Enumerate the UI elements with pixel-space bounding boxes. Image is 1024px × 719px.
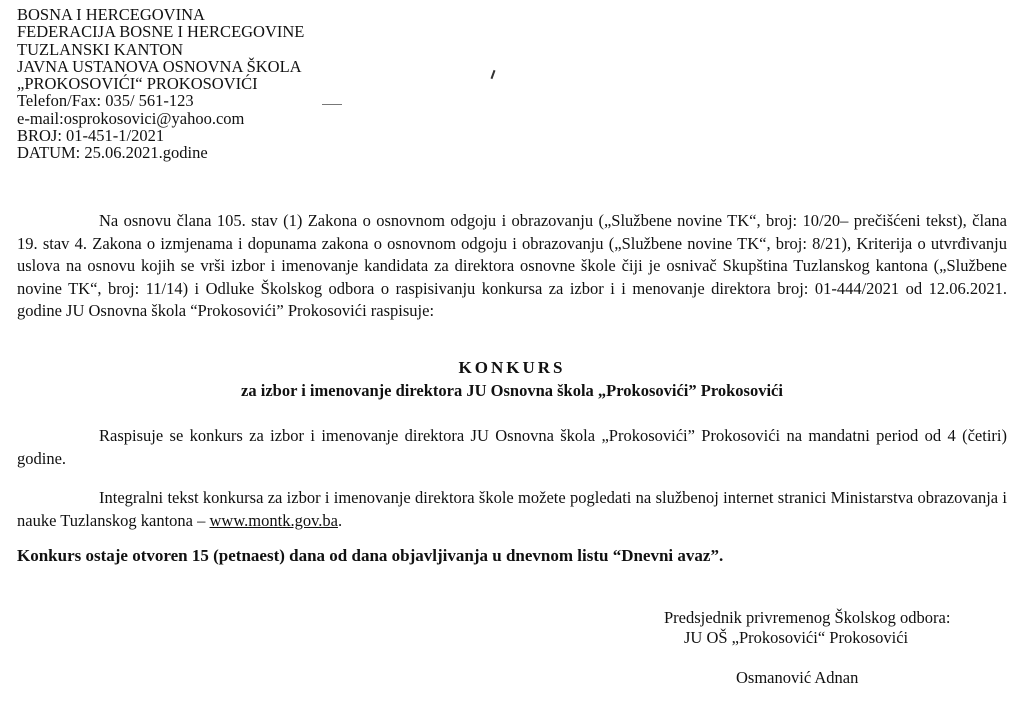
announcement-paragraph: [17, 425, 1007, 470]
full-text-paragraph: [17, 487, 1007, 532]
letterhead-line-school-name: „PROKOSOVIĆI“ PROKOSOVIĆI: [17, 74, 258, 94]
announcement-text: Raspisuje se konkurs za izbor i imenovanje direktora JU Osnovna škola „Prokosovići” Prokosovići na mandatni period od 4 (četiri) godine.: [17, 426, 1007, 468]
signature-name: Osmanović Adnan: [736, 668, 859, 687]
scan-artifact-mark: [491, 70, 496, 79]
signature-role: Predsjednik privremenog Školskog odbora:: [664, 608, 951, 627]
legal-basis-text: Na osnovu člana 105. stav (1) Zakona o osnovnom odgoju i obrazovanju („Službene novine TK“, broj: 10/20– prečišćeni tekst), člana 19. stav 4. Zakona o izmjenama i dopunama zakona o osnovnom odgoju i obrazovanju („Službene novine TK“, broj: 8/21), Kriterija o utvrđivanju uslova na osnovu kojih se vrši izbor i imenovanje kandidata za direktora osnovne škole čiji je osnivač Skupština Tuzlanskog kantona („Službene novine TK“, broj: 11/14) i Odluke Školskog odbora o raspisivanju konkursa za izbor i i menovanje direktora broj: 01-444/2021 od 12.06.2021. godine JU Osnovna škola “Prokosovići” Prokosovići raspisuje:: [17, 211, 1007, 320]
legal-basis-paragraph: [17, 210, 1007, 323]
ministry-website-link[interactable]: www.montk.gov.ba: [209, 510, 338, 530]
letterhead: [17, 6, 304, 162]
letterhead-line-federation: FEDERACIJA BOSNE I HERCEGOVINE: [17, 22, 305, 42]
full-text-before-link: Integralni tekst konkursa za izbor i imenovanje direktora škole možete pogledati na službenoj internet stranici Ministarstva obrazovanja i nauke Tuzlanskog kantona –: [17, 488, 1007, 530]
full-text-after-link: .: [337, 510, 343, 530]
letterhead-line-number: BROJ: 01-451-1/2021: [17, 126, 165, 146]
letterhead-line-canton: TUZLANSKI KANTON: [17, 39, 184, 59]
letterhead-line-date: DATUM: 25.06.2021.godine: [17, 143, 208, 163]
closing-statement: Konkurs ostaje otvoren 15 (petnaest) dana od dana objavljivanja u dnevnom listu “Dnevni avaz”.: [17, 546, 724, 565]
letterhead-line-email: e-mail:osprokosovici@yahoo.com: [17, 108, 245, 128]
letterhead-line-phone: Telefon/Fax: 035/ 561-123: [17, 91, 194, 111]
full-text-info: [17, 487, 1007, 532]
letterhead-line-institution: JAVNA USTANOVA OSNOVNA ŠKOLA: [17, 56, 302, 76]
scan-artifact-mark: [322, 104, 342, 105]
document-title: KONKURS: [458, 358, 566, 377]
document-subtitle: za izbor i imenovanje direktora JU Osnovna škola „Prokosovići” Prokosovići: [241, 381, 783, 400]
letterhead-line-country: BOSNA I HERCEGOVINA: [17, 5, 205, 24]
signature-organization: JU OŠ „Prokosovići“ Prokosovići: [684, 628, 909, 647]
